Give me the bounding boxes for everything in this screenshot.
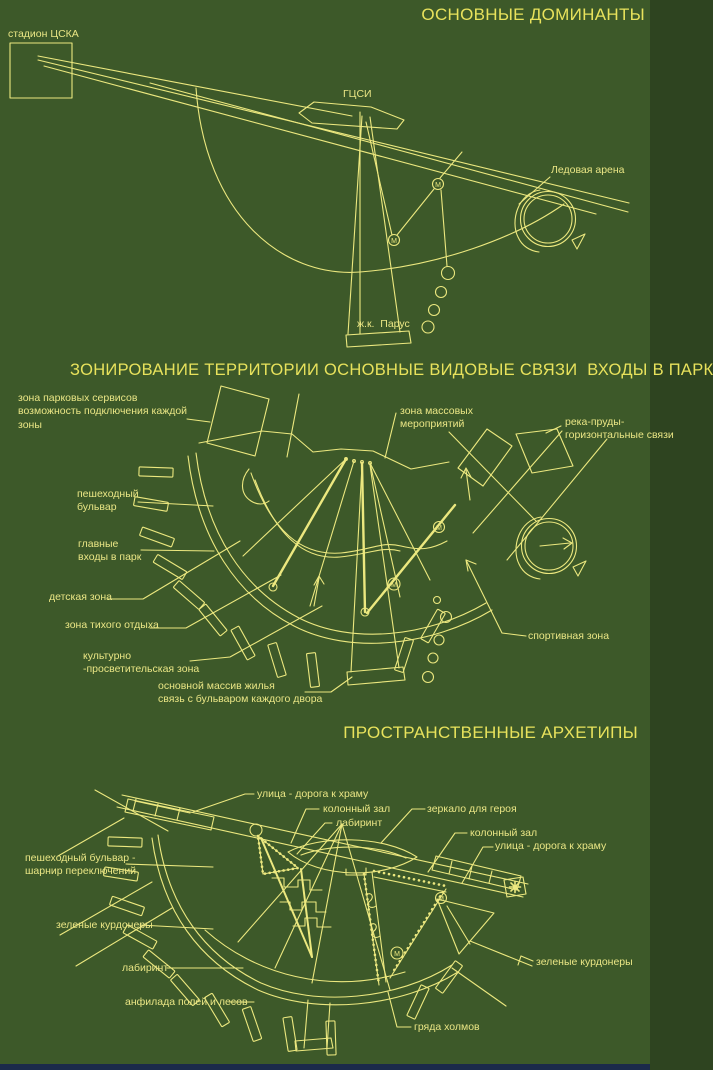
parus-building [346,331,411,347]
plan-top-edge [199,431,449,469]
pond-chain-circles [423,612,452,683]
metro-icon [391,947,403,959]
label-pedestrian-boulevard: пешеходный бульвар [77,488,139,514]
svg-text:М: М [436,525,442,532]
label-street-temple-right: улица - дорога к храму [495,840,607,852]
label-main-entrances: главные входы в парк [78,538,142,564]
label-green-courts-right: зеленые курдонеры [536,956,633,968]
arena-arrow [540,538,572,549]
parus-building [347,667,405,685]
svg-text:М: М [435,182,441,189]
ice-arena-plan [515,190,585,252]
sight-rays [243,458,455,616]
label-green-courts-left: зеленые курдонеры [56,919,153,931]
hill-ridge-lines [295,1000,333,1051]
river-line [251,473,447,557]
metro-icon [436,893,447,904]
label-stadium-cska: стадион ЦСКА [8,28,79,40]
svg-text:М: М [438,896,444,903]
boulevard-rim-outer [188,456,492,643]
label-labyrinth-left: лабиринт [122,962,169,974]
label-labyrinth-top: лабиринт [336,817,383,829]
metro-icon [389,235,400,246]
label-cultural-zone: культурно -просветительская зона [83,650,200,676]
section3-title: ПРОСТРАНСТВЕННЫЕ АРХЕТИПЫ [343,723,638,742]
svg-text:М: М [391,238,397,245]
label-street-temple-left: улица - дорога к храму [257,788,369,800]
section1-drawing [10,43,629,347]
service-block [207,386,269,456]
label-hero-mirror: зеркало для героя [427,803,517,815]
label-hills-ridge: гряда холмов [414,1021,480,1033]
label-sport-zone: спортивная зона [528,630,610,642]
label-colonnade-right: колонный зал [470,827,538,839]
leader-lines [107,394,561,692]
ice-arena-plan [516,517,586,579]
metro-icon [433,179,444,190]
label-gcsi: ГЦСИ [343,88,372,100]
label-kids-zone: детская зона [49,591,112,603]
section2-title: ЗОНИРОВАНИЕ ТЕРРИТОРИИ ОСНОВНЫЕ ВИДОВЫЕ СВЯЗИ ВХОДЫ В ПАРК [70,361,713,379]
label-boulevard-hinge: пешеходный бульвар - шарнир переключений [25,852,137,878]
label-quiet-zone: зона тихого отдыха [65,619,159,631]
riverside-blocks [449,429,607,560]
section1-title: ОСНОВНЫЕ ДОМИНАНТЫ [421,5,645,24]
label-colonnade-left: колонный зал [323,803,391,815]
label-park-services: зона парковых сервисов возможность подключения каждой зоны [18,392,188,431]
boulevard-rim-inner [158,835,452,997]
svg-text:М: М [391,582,397,589]
label-parus: ж.к. Парус [357,318,410,330]
label-river-ponds: река-пруды- горизонтальные связи [565,416,674,442]
label-ice-arena: Ледовая арена [551,164,625,176]
hinge-circle [250,824,262,836]
colonnade-strip [364,871,446,985]
label-housing: основной массив жилья связь с бульваром каждого двора [158,680,323,706]
green-court-blocks [437,899,532,1006]
label-enfilade: анфилада полей и лесов [125,996,248,1008]
label-mass-events: зона массовых мероприятий [400,405,473,431]
pond-chain-circles [422,267,455,334]
svg-text:М: М [394,951,400,958]
axis-wedge [347,465,405,685]
footer-bar [0,1064,650,1070]
